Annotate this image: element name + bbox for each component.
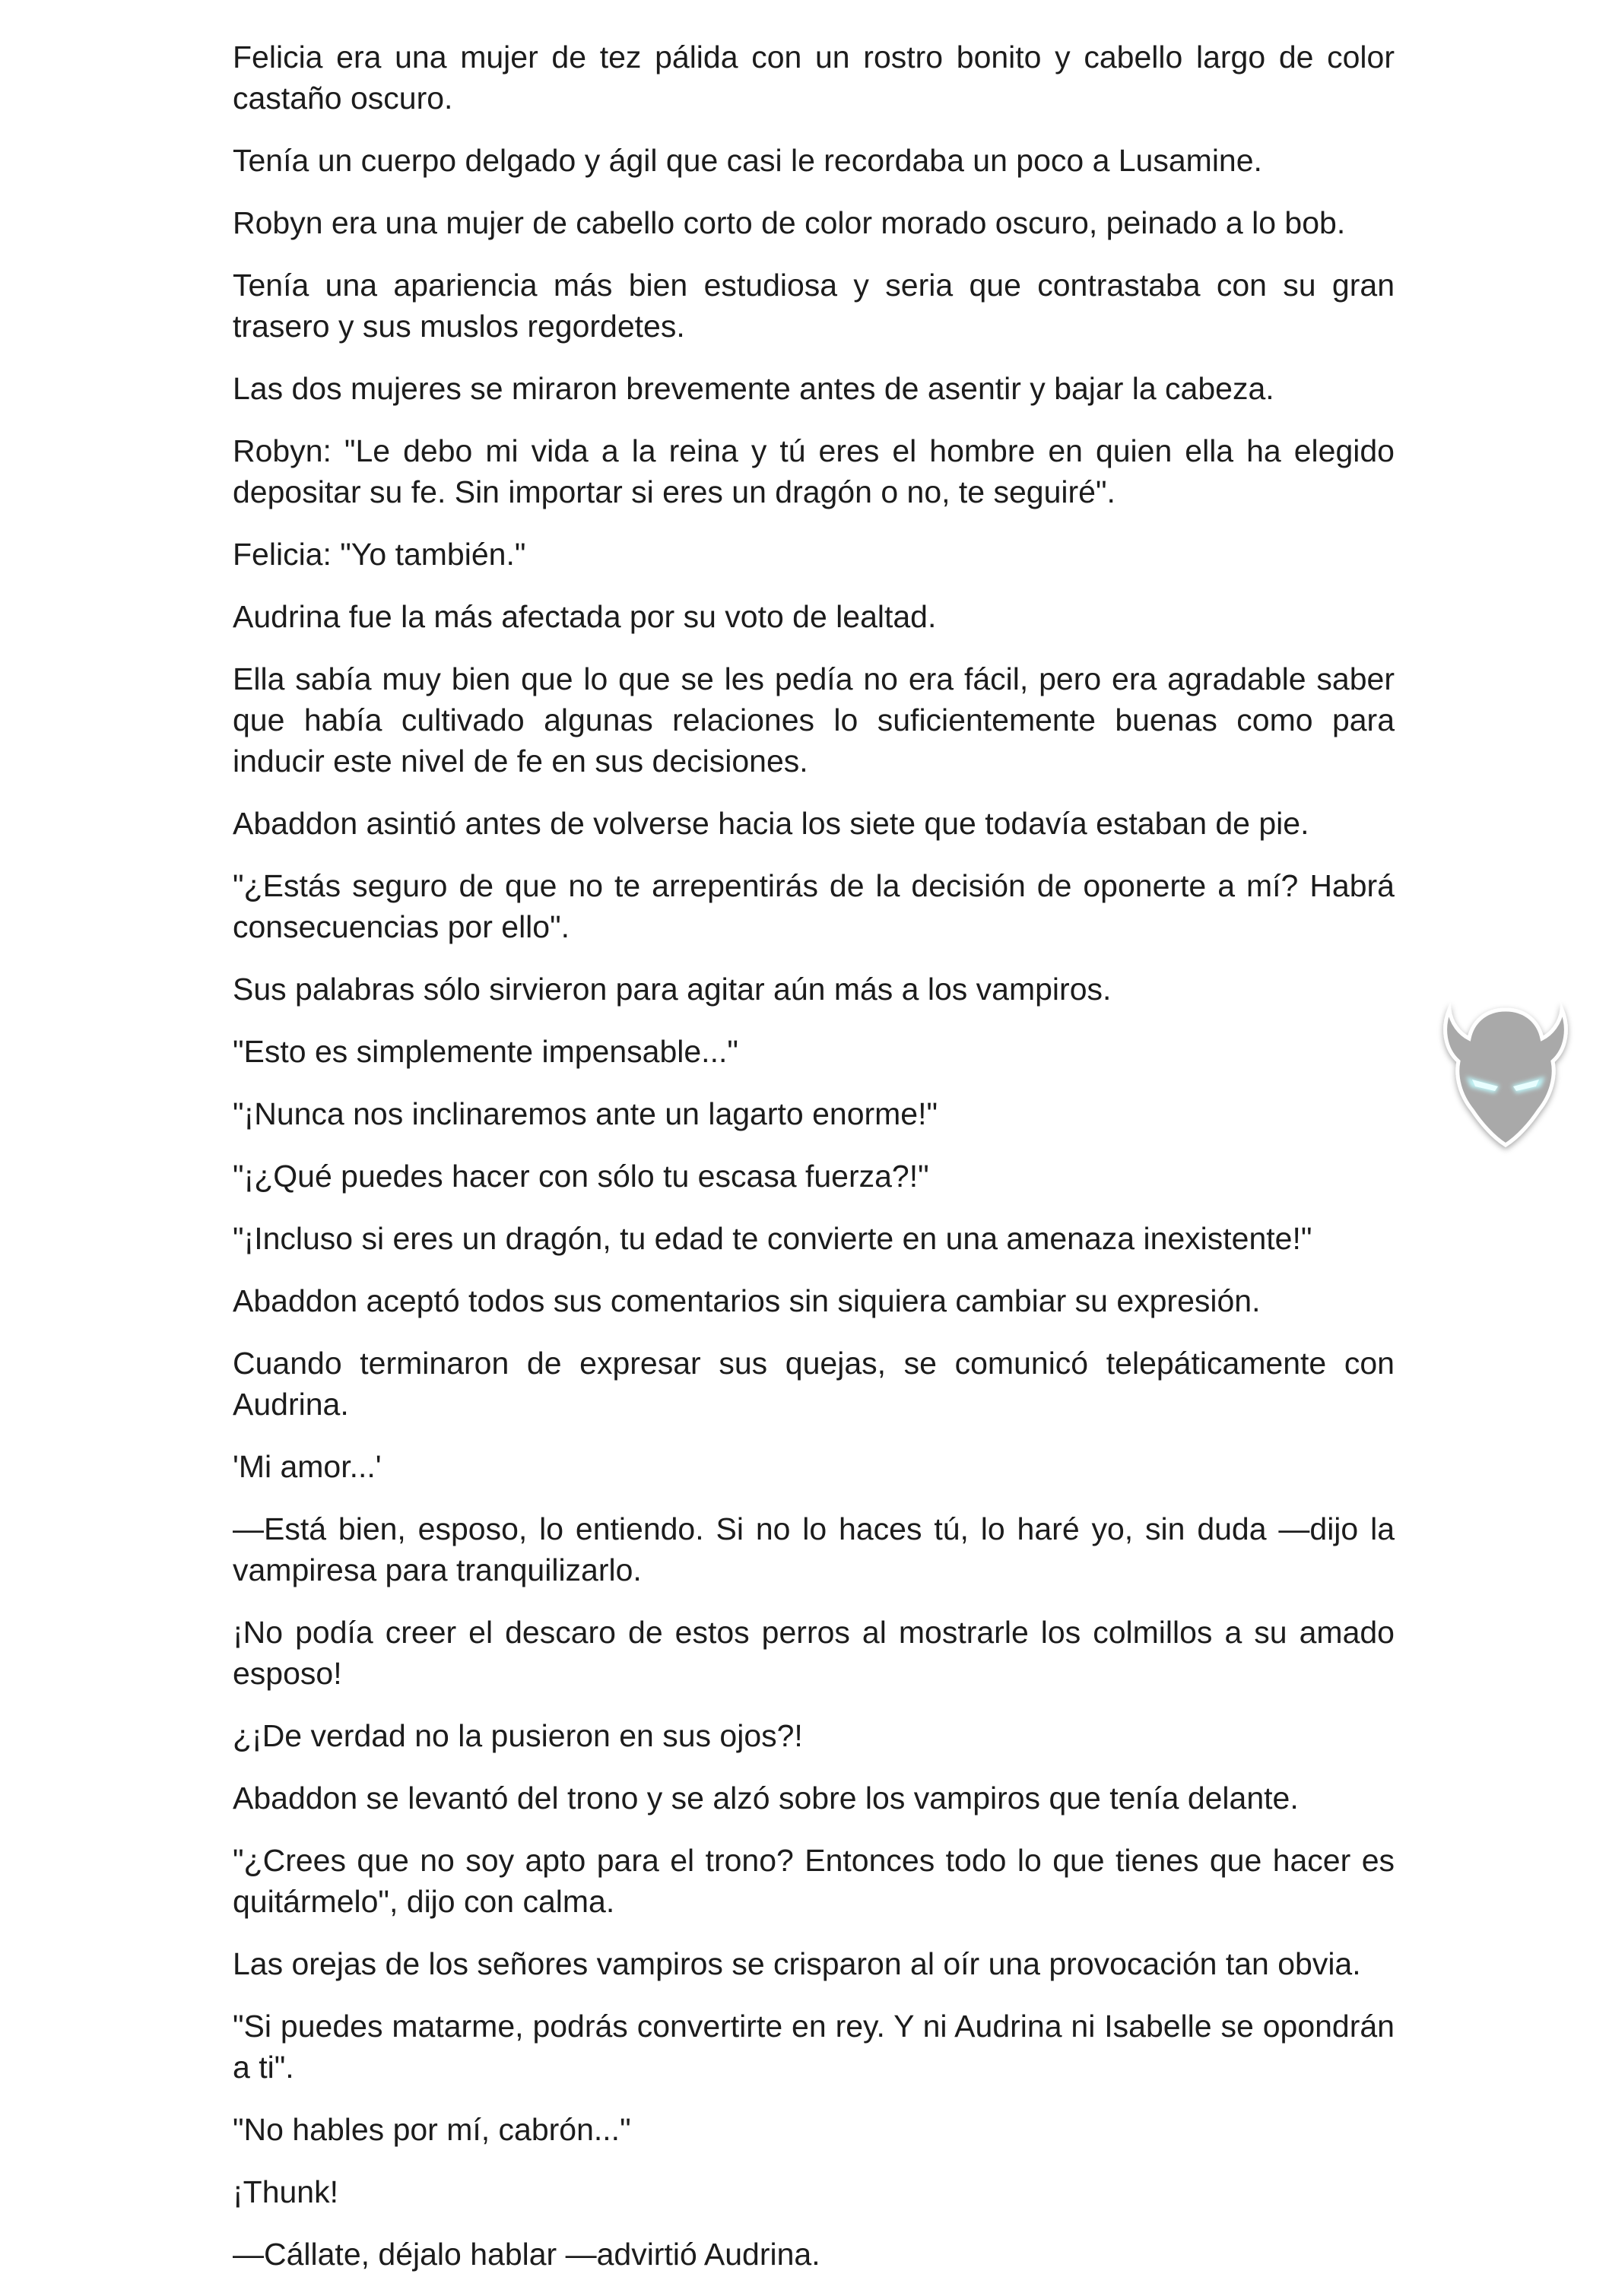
- paragraph: "¡Incluso si eres un dragón, tu edad te convierte en una amenaza inexistente!": [233, 1221, 1312, 1256]
- paragraph: "No hables por mí, cabrón...": [233, 2112, 631, 2147]
- paragraph: "Esto es simplemente impensable...": [233, 1034, 738, 1069]
- paragraph: ¡Thunk!: [233, 2174, 338, 2209]
- paragraph: Audrina fue la más afectada por su voto de lealtad.: [233, 599, 937, 634]
- paragraph: 'Mi amor...': [233, 1449, 382, 1484]
- paragraph: Abaddon asintió antes de volverse hacia los siete que todavía estaban de pie.: [233, 806, 1309, 841]
- paragraph: "¿Crees que no soy apto para el trono? Entonces todo lo que tienes que hacer es quitármelo", dijo con calma.: [233, 1843, 1395, 1919]
- paragraph: —Cállate, déjalo hablar —advirtió Audrina.: [233, 2237, 820, 2272]
- paragraph: Tenía un cuerpo delgado y ágil que casi le recordaba un poco a Lusamine.: [233, 143, 1262, 178]
- paragraph: Abaddon aceptó todos sus comentarios sin siquiera cambiar su expresión.: [233, 1283, 1261, 1318]
- paragraph: "¡¿Qué puedes hacer con sólo tu escasa fuerza?!": [233, 1159, 929, 1194]
- paragraph: Felicia: "Yo también.": [233, 537, 526, 572]
- paragraph: Las orejas de los señores vampiros se crisparon al oír una provocación tan obvia.: [233, 1946, 1361, 1981]
- paragraph: Tenía una apariencia más bien estudiosa y seria que contrastaba con su gran trasero y sus muslos regordetes.: [233, 268, 1395, 344]
- paragraph: "Si puedes matarme, podrás convertirte en rey. Y ni Audrina ni Isabelle se opondrán a ti".: [233, 2009, 1395, 2085]
- paragraph: ¿¡De verdad no la pusieron en sus ojos?!: [233, 1718, 803, 1753]
- paragraph: Ella sabía muy bien que lo que se les pedía no era fácil, pero era agradable saber que había cultivado algunas relaciones lo suficientemente buenas como para inducir este nivel de fe en sus decisiones.: [233, 661, 1395, 779]
- demon-head-icon: [1430, 988, 1582, 1163]
- paragraph: Abaddon se levantó del trono y se alzó sobre los vampiros que tenía delante.: [233, 1781, 1299, 1816]
- document-body: [233, 36, 1395, 2296]
- paragraph: "¡Nunca nos inclinaremos ante un lagarto enorme!": [233, 1096, 938, 1131]
- paragraph: Robyn era una mujer de cabello corto de color morado oscuro, peinado a lo bob.: [233, 205, 1346, 240]
- paragraph: —Está bien, esposo, lo entiendo. Si no lo haces tú, lo haré yo, sin duda —dijo la vampiresa para tranquilizarlo.: [233, 1511, 1395, 1587]
- paragraph: Las dos mujeres se miraron brevemente antes de asentir y bajar la cabeza.: [233, 371, 1274, 406]
- paragraph: "¿Estás seguro de que no te arrepentirás de la decisión de oponerte a mí? Habrá consecuencias por ello".: [233, 868, 1395, 944]
- paragraph: Sus palabras sólo sirvieron para agitar aún más a los vampiros.: [233, 972, 1112, 1007]
- paragraph: Felicia era una mujer de tez pálida con un rostro bonito y cabello largo de color castaño oscuro.: [233, 40, 1395, 116]
- paragraph: ¡No podía creer el descaro de estos perros al mostrarle los colmillos a su amado esposo!: [233, 1615, 1395, 1691]
- paragraph: Cuando terminaron de expresar sus quejas, se comunicó telepáticamente con Audrina.: [233, 1346, 1395, 1422]
- paragraph: Robyn: "Le debo mi vida a la reina y tú eres el hombre en quien ella ha elegido depositar su fe. Sin importar si eres un dragón o no, te seguiré".: [233, 433, 1395, 509]
